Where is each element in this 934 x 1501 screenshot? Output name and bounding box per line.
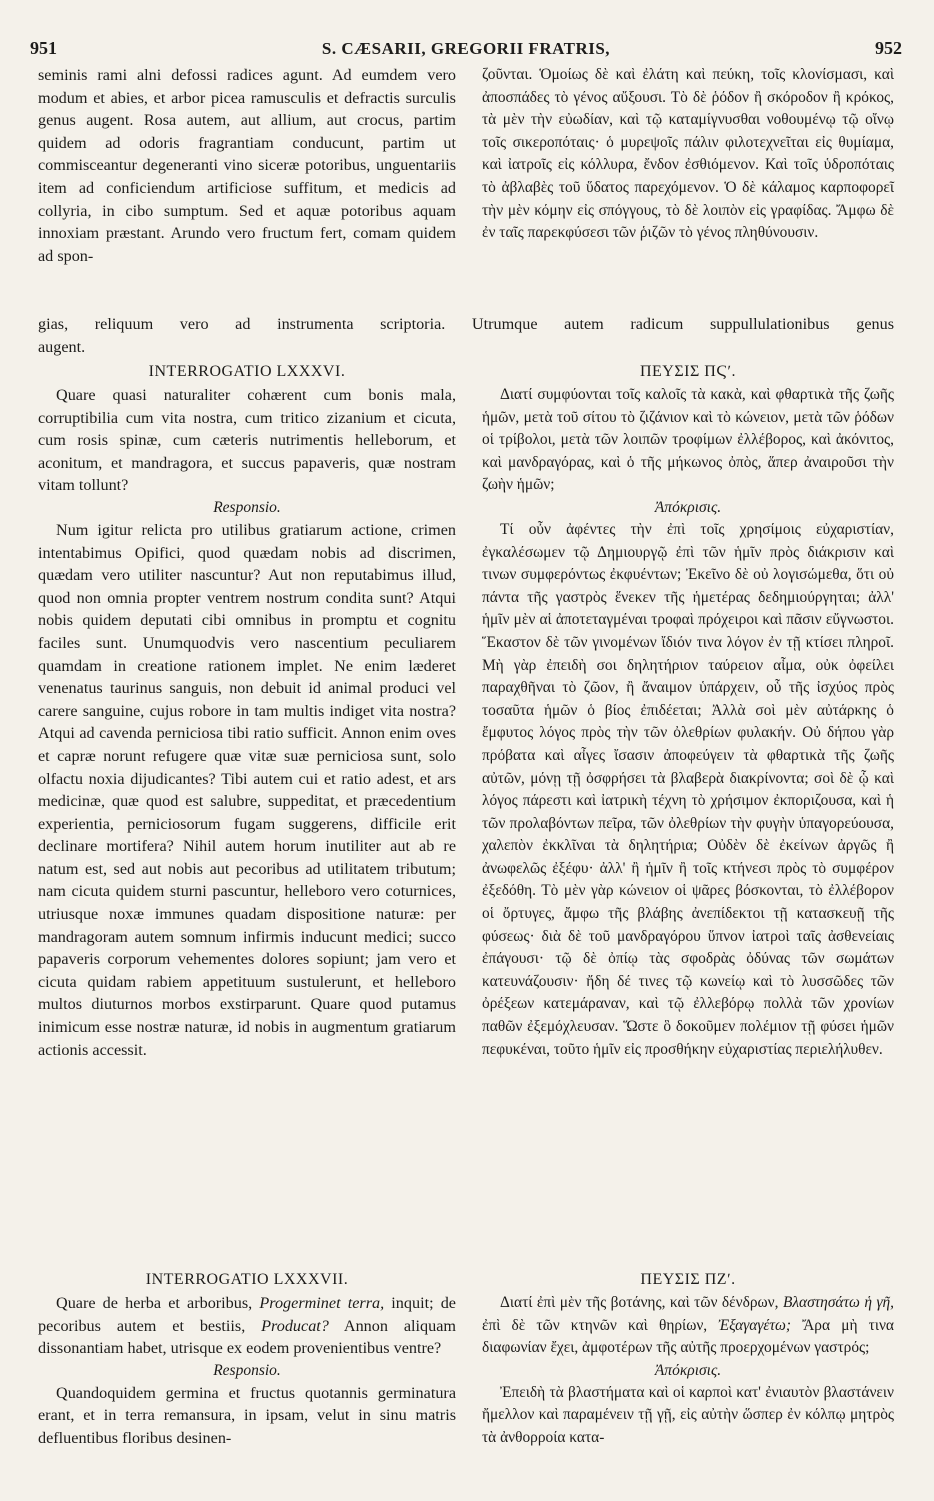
- latin-q87-quote-1: Progerminet terra,: [259, 1294, 385, 1312]
- spanning-line-text: gias, reliquum vero ad instrumenta scriptoria. Utrumque autem radicum suppullulationibus genus: [38, 315, 894, 333]
- left-page-number: 951: [30, 38, 57, 58]
- greek-q87-question: [482, 1292, 894, 1360]
- greek-q87-question-part: Διατί ἐπὶ μὲν τῆς βοτάνης, καὶ τῶν δένδρων,: [500, 1294, 783, 1311]
- greek-q86-responsio: Ἀπόκρισις.: [654, 498, 722, 516]
- greek-q87-responsio: Ἀπόκρισις.: [654, 1361, 722, 1379]
- latin-q86-heading: INTERROGATIO LXXXVI.: [148, 363, 346, 380]
- greek-q87-answer: Ἐπειδὴ τὰ βλαστήματα καὶ οἱ καρποὶ κατ' ἐνιαυτὸν βλαστάνειν ἤμελλον καὶ παραμένειν τῇ γῇ, εἰς αὐτὴν ὥσπερ ἐν κόλπῳ μητρὸς τὰ ἀνθορροία κατα-: [482, 1383, 894, 1446]
- spanning-line: [38, 313, 894, 358]
- latin-q87-quote-2: Producat?: [261, 1316, 329, 1335]
- greek-q87-question-part: ἐπὶ δὲ τῶν κτηνῶν καὶ θηρίων,: [482, 1316, 719, 1334]
- latin-q86-responsio: Responsio.: [213, 498, 281, 516]
- greek-q86-answer: Τί οὖν ἀφέντες τὴν ἐπὶ τοῖς χρησίμοις εὐχαριστίαν, ἐγκαλέσωμεν τῷ Δημιουργῷ ἐπὶ τῶν ἡμῖν πρὸς διάκρισιν καὶ τινων συμφερόντως ἐκφυέντων; Ἐκεῖνο δὲ οὐ λογισώμεθα, ὅτι οὐ πάντα τῆς γαστρὸς ἕνεκεν τῆς ἡμετέρας δεδημιούργηται; ἀλλ' ἡμῖν μὲν αἱ ἀποτεταγμέναι τροφαὶ πρόχειροι καὶ πᾶσιν εὔγνωστοι. Ἕκαστον δὲ τῶν γινομένων ἴδιόν τινα λόγον ἐν τῇ κτίσει πληροῖ. Μὴ γὰρ ἐπειδὴ σοι δηλητήριον ταύρειον αἷμα, οὐκ ὀφείλει παραχθῆναι τὸ ζῶον, ἢ ἄναιμον ὑπάρχειν, οὗ τῆς ἰσχύος πρὸς τοσαῦτα ἡμῶν ὁ βίος ἐπιδέεται; Ἀλλὰ σοὶ μὲν αὐτάρκης ὁ ἔμφυτος λόγος πρὸς τὴν τῶν ὀλεθρίων φυλακήν. Οὐ δήπου γὰρ πρόβατα καὶ αἶγες ἴσασιν ἀποφεύγειν τὰ φθαρτικὰ τῆς ζωῆς αὐτῶν, μόνῃ τῇ ὀσφρήσει τὰ βλαβερὰ διακρίνοντα; σοὶ δὲ ᾧ καὶ λόγος πάρεστι καὶ ἰατρικὴ τέχνη τὸ χρήσιμον ἐκποριζουσα, καὶ ἡ τῶν προλαβόντων πεῖρα, τῶν ὀλεθρίων τὴν φυγὴν ὑπαγορεύουσα, χαλεπὸν ἐκκλῖναι τὰ δηλητήρια; Οὐδὲν δὲ ἐκείνων ἀργῶς ἢ ἀνωφελῶς ἐξέφυ· ἀλλ' ἢ ἡμῖν ἢ τοῖς κτήνεσι πρὸς τὸ συμφέρον ἐξεδόθη. Τὸ μὲν γὰρ κώνειον οἱ ψᾶρες βόσκονται, τὸ ἐλλέβορον οἱ ὄρτυγες, ἄμφω τῆς βλάβης ἀνεπίδεκτοι τῇ κατασκευῇ τῆς φύσεως· διὰ δὲ τοῦ μανδραγόρου ὕπνον ἰατροὶ ταῖς ἀσθενείαις ἐπάγουσι· τῷ δὲ ὀπίῳ τὰς σφοδρὰς ὀδύνας τῶν σωμάτων κατευνάζουσιν· ἤδη δέ τινες τῷ κωνείῳ καὶ τὸ λυσσῶδες τῶν ὀρέξεων κατεμάραναν, καὶ τῷ ἐλλεβόρῳ πολλὰ τῶν χρονίων παθῶν ἐξεμόχλευσαν. Ὥστε ὃ δοκοῦμεν πολέμιον τῇ φύσει ἡμῶν πεφυκέναι, τοῦτο ἡμῖν εἰς προσθήκην εὐχαριστίας περιελήλυθεν.: [482, 520, 894, 1058]
- greek-q87-quote-1: Βλαστησάτω ἡ γῆ,: [782, 1294, 894, 1311]
- latin-top-paragraph: seminis rami alni defossi radices agunt. Ad eumdem vero modum et abies, et arbor picea ramusculis et defractis surculis genus augent. Rosa autem, aut allium, aut crocus, partim quidem ad odoris fragrantiam conducunt, partim ut commisceantur degeneranti vino siceræ potoribus, unguentariis item ad conficiendum artificiose suffitum, et medicis ad collyria, in cibo sumptum. Sed et aquæ potoribus aquam innoxiam præstant. Arundo vero fructum fert, comam quidem ad spon-: [38, 66, 456, 265]
- latin-q86-column: [38, 360, 456, 1061]
- greek-q86-heading: ΠΕΥΣΙΣ ΠϚʹ.: [639, 363, 737, 380]
- greek-q87-question-part: Ἄρα μὴ τινα διαφωνίαν ἔχει, ἀμφοτέρων τῆς αὐτῆς προερχομένων γαστρός;: [482, 1316, 894, 1357]
- latin-top-column: [38, 64, 456, 267]
- right-page-number: 952: [874, 38, 902, 58]
- latin-q87-column: [38, 1268, 456, 1450]
- greek-top-column: [482, 64, 894, 245]
- latin-q87-question: [38, 1292, 456, 1360]
- latin-q86-question: Quare quasi naturaliter cohærent cum bonis mala, corruptibilia cum vita nostra, cum tritico zizanium et cicuta, cum rosis spinæ, cum cæteris nutrimentis helleborum, et aconitum, et mandragora, et succus papaveris, quæ nostram vitam tollunt?: [38, 386, 456, 495]
- running-title: S. CÆSARII, GREGORII FRATRIS,: [321, 39, 611, 58]
- latin-q87-question-part: Quare de herba et arboribus,: [56, 1294, 260, 1312]
- latin-q87-heading: INTERROGATIO LXXXVII.: [145, 1271, 349, 1288]
- greek-q86-column: [482, 360, 894, 1061]
- latin-q87-answer: Quandoquidem germina et fructus quotannis germinatura erant, et in terra remansura, in ipsam, velut in sinu matris defluentibus floribus desinen-: [38, 1383, 456, 1447]
- greek-q87-heading: ΠΕΥΣΙΣ ΠΖʹ.: [640, 1271, 736, 1288]
- running-header: [30, 38, 902, 62]
- greek-q87-column: [482, 1268, 894, 1450]
- greek-q87-quote-2: Ἐξαγαγέτω;: [718, 1316, 791, 1334]
- spanning-line-word: augent.: [38, 337, 86, 356]
- greek-top-paragraph: ζοῦνται. Ὁμοίως δὲ καὶ ἐλάτη καὶ πεύκη, τοῖς κλονίσμασι, καὶ ἀποσπάδες τὸ γένος αὔξουσι. Τὸ δὲ ῥόδον ἢ σκόροδον ἢ κρόκος, τὰ μὲν τὴν εὐωδίαν, καὶ τῷ καταμίγνυσθαι νοθουμένῳ τῷ οἴνῳ τοῖς σικεροπόταις· ὁ μυρεψοῖς πάλιν φιλοτεχνεῖται εἰς θυμίαμα, καὶ ἰατροῖς εἰς κόλλυρα, ἔνδον ἐσθιόμενον. Καὶ τοῖς ὑδροπόταις τὸ ἀβλαβὲς τοῦ ὕδατος παρεχόμενον. Ὁ δὲ κάλαμος καρποφορεῖ τὴν μὲν κόμην εἰς σπόγγους, τὸ δὲ λοιπὸν εἰς γραφίδας. Ἄμφω δὲ ἐν ταῖς παρεκφύσεσι τῶν ῥιζῶν τὸ γένος πληθύνουσιν.: [482, 66, 894, 242]
- latin-q87-question-part: inquit; de pecoribus autem et bestiis,: [38, 1294, 456, 1335]
- latin-q87-question-part: Annon aliquam dissonantiam habet, utrisque ex eodem provenientibus ventre?: [38, 1316, 456, 1358]
- latin-q87-responsio: Responsio.: [213, 1361, 281, 1379]
- latin-q86-answer: Num igitur relicta pro utilibus gratiarum actione, crimen intentabimus Opifici, quod quædam nobis ad discrimen, quædam vero utiliter nascuntur? Aut non reputabimus illud, quod non omnia propter ventrem nostrum condita sunt? Atqui nobis quidem deputati cibi omnibus in promptu et cognitu faciles sunt. Unumquodvis vero nascentium peculiarem quamdam in creatione rationem implet. Ne enim læderet venenatus taurinus sanguis, non debuit id animal produci vel carere sanguine, cujus robore in tam multis indiget vita nostra? Atqui ad cavenda perniciosa tibi ratio sufficit. Annon enim oves et capræ norunt refugere quæ vitæ suæ perniciosa sunt, solo olfactu noxia dijudicantes? Tibi autem cui et ratio adest, et ars medicinæ, quæ quod est salubre, suppeditat, et præcedentium experientia, perniciosorum fugam suggerens, difficile erit declinare mortifera? Nihil autem horum inutiliter aut ab re natum est, sed aut nobis aut pecoribus ad utilitatem tributum; nam cicuta quidem sturni pascuntur, helleboro vero coturnices, utriusque noxæ immunes quadam dispositione naturæ: per mandragoram autem somnum infirmis inducunt medici; succo papaveris corporum vehementes dolores sopiunt; jam vero et cicuta quidam rabiem appetituum sustulerunt, et helleboro multos diuturnos morbos exstirparunt. Quare quod putamus inimicum esse nostræ naturæ, id nobis in augmentum gratiarum actionis accessit.: [38, 520, 456, 1059]
- greek-q86-question: Διατί συμφύονται τοῖς καλοῖς τὰ κακὰ, καὶ φθαρτικὰ τῆς ζωῆς ἡμῶν, μετὰ τοῦ σίτου τὸ ζιζάνιον καὶ τὸ κώνειον, μετὰ τῶν ῥόδων οἱ τρίβολοι, μετὰ τῶν λοιπῶν τροφίμων ἐλλέβορος, καὶ ἀκόνιτος, καὶ μανδραγόρας, καὶ ὁ τῆς μήκωνος ὀπὸς, ἅπερ ἀναιροῦσι τὴν ζωὴν ἡμῶν;: [482, 386, 894, 494]
